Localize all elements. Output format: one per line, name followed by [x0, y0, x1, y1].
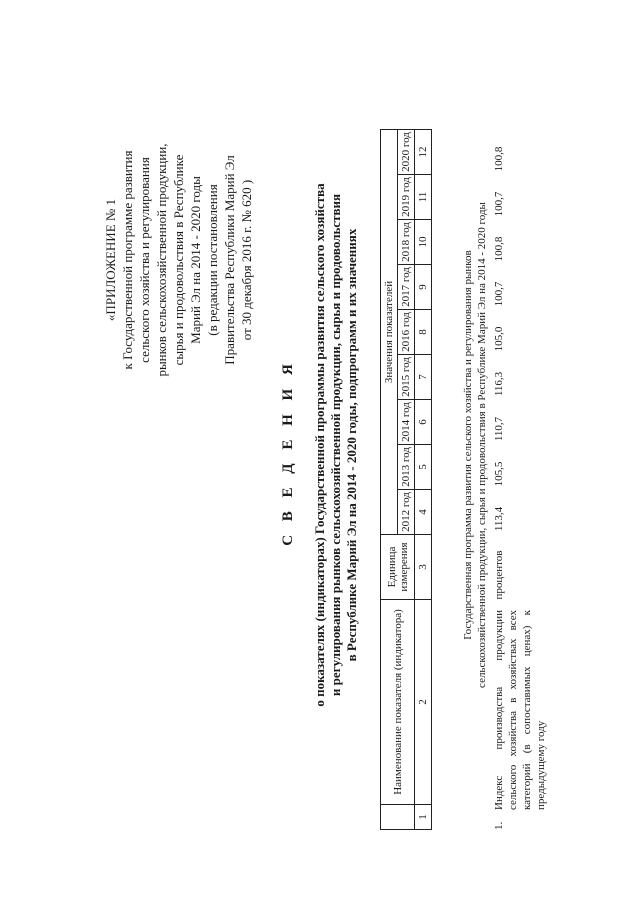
row-value: 116,3 — [493, 371, 505, 397]
header-indicator-name: Наименование показателя (индикатора) — [381, 600, 415, 805]
row-indicator-name: Индекс производства продукции сельского хозяйства в хозяйствах всех категорий (в сопоставимых ценах) к предыдущему году — [493, 610, 547, 810]
column-number: 1 — [415, 805, 432, 830]
appendix-line: к Государственной программе развития — [120, 150, 135, 370]
row-number: 1. — [493, 821, 505, 830]
column-number: 10 — [415, 220, 432, 265]
row-value: 100,8 — [493, 146, 505, 172]
program-heading — [461, 125, 489, 765]
row-value: 100,7 — [493, 281, 505, 307]
header-year: 2015 год — [398, 355, 415, 400]
header-unit: Единица измерения — [381, 535, 415, 600]
row-value: 100,8 — [493, 236, 505, 262]
appendix-line: «ПРИЛОЖЕНИЕ № 1 — [103, 198, 118, 322]
appendix-line: (в редакции постановления — [205, 184, 220, 336]
column-number: 12 — [415, 130, 432, 175]
column-number: 8 — [415, 310, 432, 355]
subtitle-line: и регулирования рынков сельскохозяйственной продукции, сырья и продовольствия — [328, 193, 343, 697]
program-line: Государственная программа развития сельского хозяйства и регулирования рынков — [462, 250, 474, 640]
header-year: 2014 год — [398, 400, 415, 445]
header-year: 2020 год — [398, 130, 415, 175]
row-value: 105,0 — [493, 326, 505, 352]
header-year: 2018 год — [398, 220, 415, 265]
row-value: 105,5 — [493, 461, 505, 487]
document-title: С В Е Д Е Н И Я — [280, 359, 296, 546]
subtitle-line: в Республике Марий Эл на 2014 - 2020 годы, подпрограмм и их значениях — [344, 228, 359, 662]
column-number: 3 — [415, 535, 432, 600]
column-number: 11 — [415, 175, 432, 220]
header-year: 2012 год — [398, 490, 415, 535]
appendix-line: от 30 декабря 2016 г. № 620 ) — [239, 179, 254, 341]
appendix-line: сырья и продовольствия в Республике — [171, 154, 186, 366]
row-value: 110,7 — [493, 416, 505, 442]
header-values: Значения показателей — [381, 130, 398, 535]
row-value: 113,4 — [493, 506, 505, 532]
appendix-line: Марий Эл на 2014 - 2020 годы — [188, 176, 203, 344]
header-year: 2017 год — [398, 265, 415, 310]
appendix-line: рынков сельскохозяйственной продукции, — [154, 143, 169, 377]
column-number: 5 — [415, 445, 432, 490]
header-year: 2013 год — [398, 445, 415, 490]
appendix-block — [102, 80, 255, 440]
document-subtitle — [312, 125, 360, 765]
column-number: 6 — [415, 400, 432, 445]
header-year: 2019 год — [398, 175, 415, 220]
column-number: 2 — [415, 600, 432, 805]
column-number: 4 — [415, 490, 432, 535]
column-number: 9 — [415, 265, 432, 310]
subtitle-line: о показателях (индикаторах) Государственной программы развития сельского хозяйства — [312, 183, 327, 707]
header-year: 2016 год — [398, 310, 415, 355]
indicators-table — [380, 129, 432, 830]
program-line: сельскохозяйственной продукции, сырья и продовольствия в Республике Марий Эл на 2014 - 2020 годы — [476, 202, 488, 688]
row-unit: процентов — [493, 550, 505, 600]
appendix-line: сельского хозяйства и регулирования — [137, 157, 152, 363]
appendix-line: Правительства Республики Марий Эл — [222, 155, 237, 365]
row-value: 100,7 — [493, 191, 505, 217]
column-number: 7 — [415, 355, 432, 400]
